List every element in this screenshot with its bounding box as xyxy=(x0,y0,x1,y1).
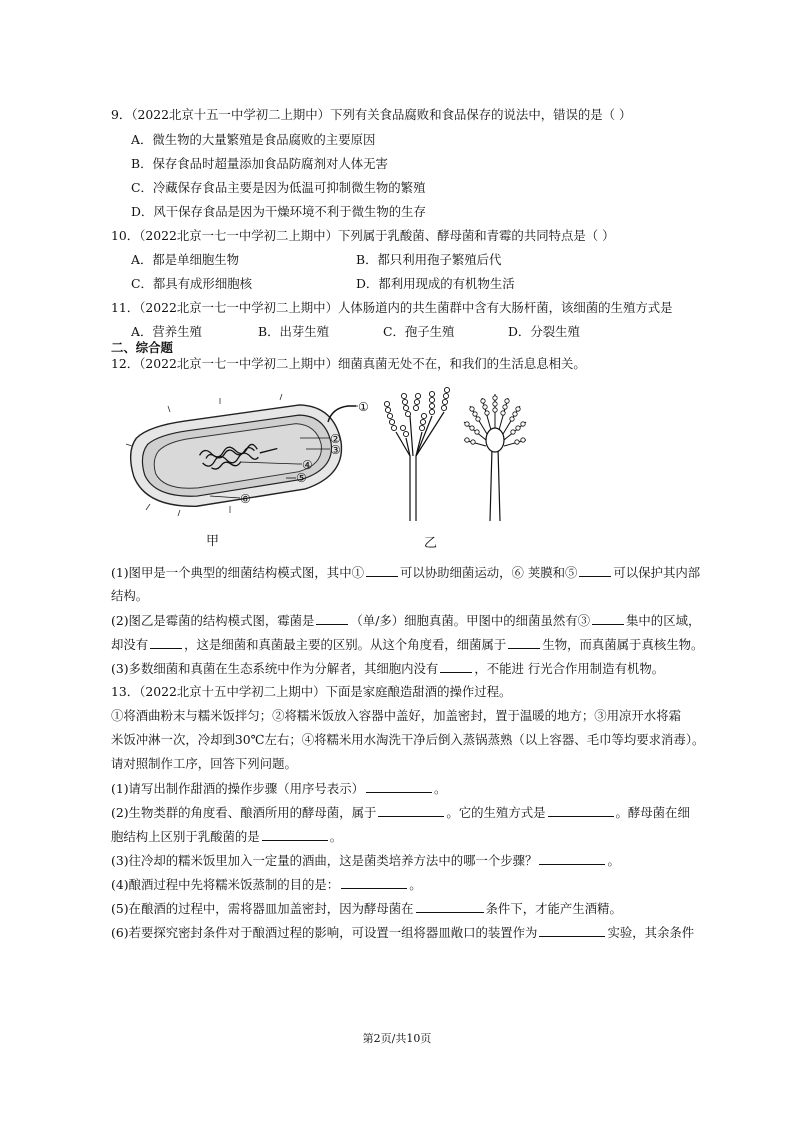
q10-option-a: A．都是单细胞生物 xyxy=(131,252,240,267)
figure-label-jia: 甲 xyxy=(206,534,220,549)
q9-stem: 9．（2022北京十五一中学初二上期中）下列有关食品腐败和食品保存的说法中，错误的是（ ） xyxy=(111,107,632,122)
marker-1: ① xyxy=(358,400,369,414)
q12-part1-line1: (1)图甲是一个典型的细菌结构模式图，其中① 可以协助细菌运动，⑥ 荚膜和⑤ 可以保护其内部 xyxy=(111,565,701,580)
marker-4: ④ xyxy=(302,458,313,472)
q10-stem: 10．（2022北京一七一中学初二上期中）下列属于乳酸菌、酵母菌和青霉的共同特点是（ ） xyxy=(111,228,615,243)
q11-option-c: C．孢子生殖 xyxy=(383,324,455,339)
aspergillus-illustration xyxy=(464,394,526,521)
answer-blank[interactable] xyxy=(316,612,348,625)
bacteria-mold-diagram xyxy=(110,386,630,526)
marker-2: ② xyxy=(330,432,341,446)
q13-stem: 13．（2022北京十五中学初二上期中）下面是家庭酿造甜酒的操作过程。 xyxy=(111,684,512,699)
answer-blank[interactable] xyxy=(592,612,624,625)
q13-part6: (6)若要探究密封条件对于酿酒过程的影响，可设置一组将器皿敞口的装置作为 实验，其余条件 xyxy=(111,925,695,940)
q9-option-c: C．冷藏保存食品主要是因为低温可抑制微生物的繁殖 xyxy=(131,180,426,195)
answer-blank[interactable] xyxy=(440,660,472,673)
marker-3: ③ xyxy=(330,443,341,457)
q12-part1-line2: 结构。 xyxy=(111,588,149,603)
marker-5: ⑤ xyxy=(296,471,307,485)
answer-blank[interactable] xyxy=(366,564,398,577)
q12-part2-line2: 却没有 ，这是细菌和真菌最主要的区别。从这个角度看，细菌属于 生物，而真菌属于真核生物。 xyxy=(111,637,704,652)
q12-part2-line1: (2)图乙是霉菌的结构模式图，霉菌是 （单/多）细胞真菌。甲图中的细菌虽然有③ 集中的区域， xyxy=(111,613,701,628)
answer-blank[interactable] xyxy=(579,564,611,577)
q9-option-b: B．保存食品时超量添加食品防腐剂对人体无害 xyxy=(131,156,388,171)
q13-part1: (1)请写出制作甜酒的操作步骤（用序号表示） 。 xyxy=(111,781,447,796)
answer-blank[interactable] xyxy=(341,876,407,889)
q12-figure xyxy=(110,386,630,530)
q10-option-b: B．都只利用孢子繁殖后代 xyxy=(356,252,502,267)
answer-blank[interactable] xyxy=(416,900,484,913)
q13-part2-line2: 胞结构上区别于乳酸菌的是 。 xyxy=(111,829,343,844)
q11-option-b: B．出芽生殖 xyxy=(258,324,330,339)
answer-blank[interactable] xyxy=(539,852,605,865)
answer-blank[interactable] xyxy=(262,828,328,841)
q13-part4: (4)酿酒过程中先将糯米饭蒸制的目的是： 。 xyxy=(111,877,422,892)
answer-blank[interactable] xyxy=(378,804,444,817)
q9-option-a: A．微生物的大量繁殖是食品腐败的主要原因 xyxy=(131,132,376,147)
q12-part3: (3)多数细菌和真菌在生态系统中作为分解者，其细胞内没有 ，不能进 行光合作用制造有机物。 xyxy=(111,661,665,676)
q10-option-d: D．都利用现成的有机物生活 xyxy=(356,276,515,291)
figure-label-yi: 乙 xyxy=(424,536,438,551)
section-heading: 二、综合题 xyxy=(111,340,173,355)
q11-stem: 11．（2022北京一七一中学初二上期中）人体肠道内的共生菌群中含有大肠杆菌，该细菌的生殖方式是 xyxy=(111,300,673,315)
q10-option-c: C．都具有成形细胞核 xyxy=(131,276,252,291)
penicillium-spores xyxy=(384,387,449,436)
q13-steps-line2: 米饭冲淋一次，冷却到30℃左右；④将糯米用水淘洗干净后倒入蒸锅蒸熟（以上容器、毛巾等均要求消毒）。 xyxy=(111,732,705,747)
q13-part2-line1: (2)生物类群的角度看、酿酒所用的酵母菌，属于 。它的生殖方式是 。酵母菌在细 xyxy=(111,805,690,820)
answer-blank[interactable] xyxy=(508,636,540,649)
q11-option-d: D．分裂生殖 xyxy=(508,324,580,339)
answer-blank[interactable] xyxy=(150,636,182,649)
q13-steps-line1: ①将酒曲粉末与糯米饭拌匀；②将糯米饭放入容器中盖好，加盖密封，置于温暖的地方；③用凉开水将霜 xyxy=(111,708,681,723)
q11-option-a: A．营养生殖 xyxy=(131,324,202,339)
q9-option-d: D．风干保存食品是因为干燥环境不利于微生物的生存 xyxy=(131,204,426,219)
answer-blank[interactable] xyxy=(539,924,605,937)
answer-blank[interactable] xyxy=(548,804,614,817)
q13-part3: (3)往冷却的糯米饭里加入一定量的酒曲，这是菌类培养方法中的哪一个步骤？ 。 xyxy=(111,853,620,868)
answer-blank[interactable] xyxy=(366,780,432,793)
q13-steps-line3: 请对照制作工序，回答下列问题。 xyxy=(111,756,297,771)
page-footer: 第2页/共10页 xyxy=(362,1032,432,1045)
q12-stem: 12．（2022北京一七一中学初二上期中）细菌真菌无处不在，和我们的生活息息相关。 xyxy=(111,356,586,371)
q13-part5: (5)在酿酒的过程中，需将器皿加盖密封，因为酵母菌在 条件下，才能产生酒精。 xyxy=(111,901,622,916)
marker-6: ⑥ xyxy=(240,492,251,506)
